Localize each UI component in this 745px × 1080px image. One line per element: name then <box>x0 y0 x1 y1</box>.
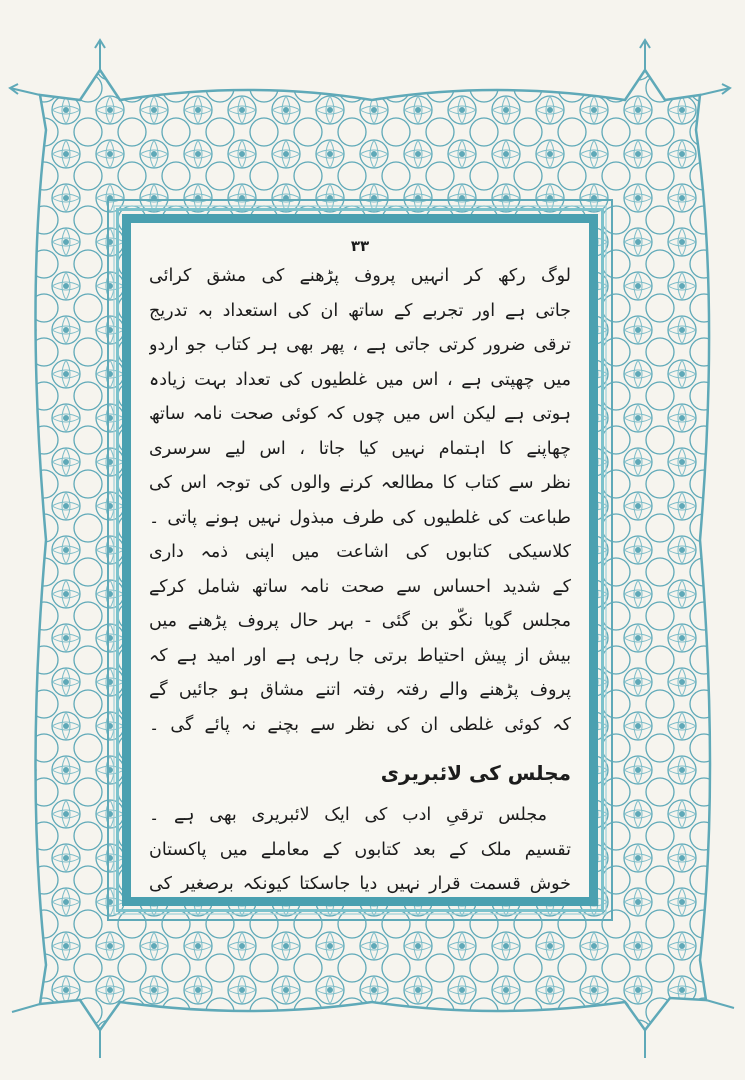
text-line: کلاسیکی کتابوں کی اشاعت میں اپنی ذمہ داری <box>149 542 571 562</box>
text-line: نظر سے کتاب کا مطالعہ کرنے والوں کی توجہ اس کی <box>149 473 571 493</box>
text-line: طباعت کی غلطیوں کی طرف مبذول نہیں ہونے پاتی ۔ <box>149 507 571 528</box>
text-line: خوش قسمت قرار نہیں دیا جاسکتا کیونکہ برصغیر کی <box>149 874 571 894</box>
text-line: مجلس گویا نکّو بن گئی - بہر حال پروف پڑھنے میں <box>149 611 571 631</box>
paragraph-1 <box>149 259 571 742</box>
text-line: جاتی ہے اور تجربے کے ساتھ ان کی استعداد بہ تدریج <box>149 300 571 321</box>
text-body <box>149 235 571 894</box>
paragraph-2 <box>149 798 571 902</box>
text-line: کہ کوئی غلطی ان کی نظر سے بچنے نہ پائے گی ۔ <box>149 714 571 735</box>
text-line: پروف پڑھنے والے رفتہ رفتہ اتنے مشاق ہو جائیں گے <box>149 680 571 700</box>
text-line: ترقی ضرور کرتی جاتی ہے ، پھر بھی ہر کتاب جو اردو <box>149 335 571 355</box>
text-line: تقسیم ملک کے بعد کتابوں کے معاملے میں پاکستان <box>149 839 571 860</box>
text-panel <box>122 214 598 906</box>
page-number: ٣٣ <box>350 237 370 255</box>
section-heading: مجلس کی لائبریری <box>380 761 571 785</box>
text-line: بیش از پیش احتیاط برتی جا رہی ہے اور امید ہے کہ <box>149 645 571 666</box>
text-line: چھاپنے کا اہتمام نہیں کیا جاتا ، اس لیے سرسری <box>149 438 571 459</box>
text-line: کے شدید احساس سے صحت نامہ ساتھ شامل کرکے <box>149 576 571 597</box>
text-line: میں چھپتی ہے ، اس میں غلطیوں کی تعداد بہت زیادہ <box>149 369 571 390</box>
text-line: لوگ رکھ کر انہیں پروف پڑھنے کی مشق کرائی <box>149 266 571 286</box>
text-line: ہوتی ہے لیکن اس میں چوں کہ کوئی صحت نامہ ساتھ <box>149 404 571 424</box>
text-line: مجلس ترقیِ ادب کی ایک لائبریری بھی ہے ۔ <box>149 805 547 825</box>
